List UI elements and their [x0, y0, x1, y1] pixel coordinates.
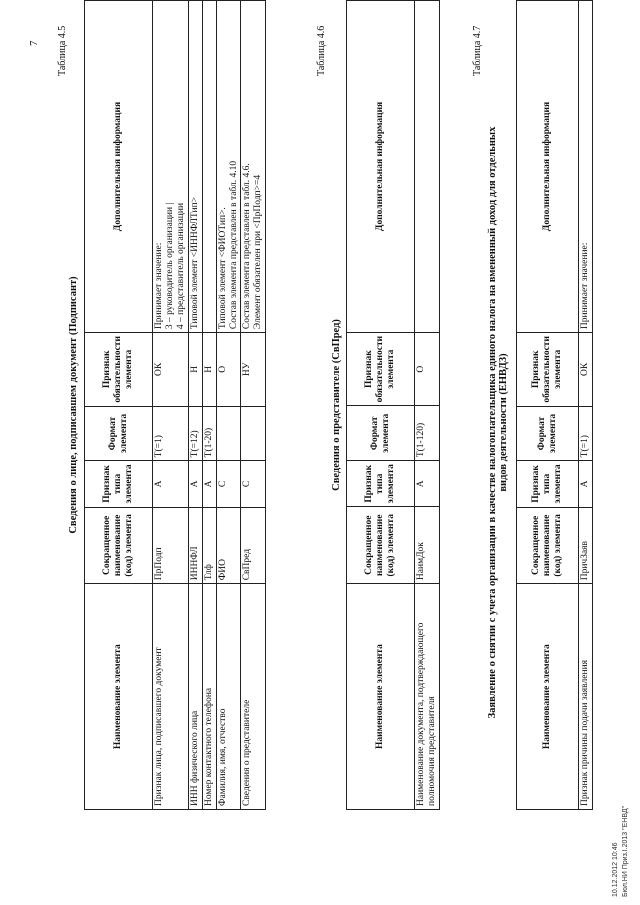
- col-additional-info: Дополнительная информация: [85, 1, 153, 333]
- table-row: [415, 1, 440, 810]
- cell-code: Тлф: [202, 507, 216, 584]
- cell-required: Н: [188, 333, 202, 407]
- cell-code: ФИО: [216, 507, 241, 584]
- table-4-6-label: Таблица 4.6: [316, 25, 327, 76]
- cell-format: Т(=1): [579, 406, 593, 461]
- cell-code: ПрПодп: [153, 507, 189, 584]
- col-element-format: Формат элемента: [85, 406, 153, 461]
- cell-type: С: [241, 461, 266, 507]
- cell-format: Т(=12): [188, 406, 202, 461]
- table-row: [153, 1, 189, 810]
- cell-code: СвПред: [241, 507, 266, 584]
- col-element-type: Признак типа элемента: [517, 461, 579, 507]
- col-additional-info: Дополнительная информация: [347, 1, 415, 333]
- cell-type: А: [579, 461, 593, 507]
- cell-name: Сведения о представителе: [241, 584, 266, 810]
- cell-required: ОК: [579, 333, 593, 407]
- cell-info: [153, 1, 189, 333]
- table-4-5-label: Таблица 4.5: [57, 25, 68, 76]
- cell-name: Наименование документа, подтверждающего полномочия представителя: [415, 584, 440, 810]
- cell-required: НУ: [241, 333, 266, 407]
- col-element-name: Наименование элемента: [517, 584, 579, 810]
- cell-required: О: [415, 332, 440, 406]
- cell-type: А: [415, 461, 440, 507]
- cell-info: [202, 1, 216, 333]
- cell-format: Т(=1): [153, 406, 189, 461]
- table-row: [202, 1, 216, 810]
- cell-name: ИНН физического лица: [188, 584, 202, 810]
- footer-line-1: 10.12.2012 10:46: [612, 842, 619, 897]
- info-line: 3 – руководитель организации |: [164, 202, 175, 330]
- info-line: Принимает значение:: [154, 242, 164, 330]
- col-element-code: Сокращенное наименование (код) элемента: [517, 507, 579, 584]
- info-line: Элемент обязателен при <ПрПодп>=4: [253, 174, 264, 330]
- col-element-format: Формат элемента: [517, 406, 579, 461]
- cell-info: [241, 1, 266, 333]
- cell-info: Принимает значение:: [579, 1, 593, 333]
- table-4-7: [516, 0, 593, 810]
- cell-code: ПричЗаяв: [579, 507, 593, 584]
- col-element-required: Признак обязательности элемента: [517, 333, 579, 407]
- table-row: [241, 1, 266, 810]
- cell-info: [415, 1, 440, 333]
- cell-info: [216, 1, 241, 333]
- page-number: 7: [28, 40, 40, 46]
- col-element-required: Признак обязательности элемента: [347, 332, 415, 406]
- col-element-type: Признак типа элемента: [347, 461, 415, 507]
- cell-name: Фамилия, имя, отчество: [216, 584, 241, 810]
- col-element-name: Наименование элемента: [85, 584, 153, 810]
- footer-line-2: Бюл.НИ Приз.I.2013 "ЕНВД": [622, 805, 629, 897]
- title-line: видов деятельности (ЕНВД3): [498, 353, 509, 492]
- table-row: [216, 1, 241, 810]
- info-line: Типовой элемент <ФИОТип>.: [217, 207, 228, 330]
- info-line: Состав элемента представлен в табл. 4.10: [228, 160, 239, 330]
- col-element-required: Признак обязательности элемента: [85, 333, 153, 407]
- col-element-code: Сокращенное наименование (код) элемента: [85, 507, 153, 584]
- table-4-6-title: Сведения о представителе (СвПред): [331, 319, 342, 491]
- info-line: 4 – представитель организации: [175, 202, 186, 330]
- info-line: Состав элемента представлен в табл. 4.6.: [242, 163, 253, 330]
- col-element-code: Сокращенное наименование (код) элемента: [347, 507, 415, 584]
- cell-info: Типовой элемент <ИННФЛТип>: [188, 1, 202, 333]
- table-4-5: [84, 0, 266, 810]
- cell-format: [241, 406, 266, 461]
- cell-type: А: [153, 461, 189, 507]
- table-4-7-title: [487, 0, 509, 845]
- cell-required: Н: [202, 333, 216, 407]
- cell-code: НаимДок: [415, 507, 440, 584]
- table-4-7-label: Таблица 4.7: [472, 25, 483, 76]
- cell-type: А: [188, 461, 202, 507]
- cell-type: С: [216, 461, 241, 507]
- col-element-format: Формат элемента: [347, 406, 415, 461]
- cell-format: Т(1-120): [415, 406, 440, 461]
- cell-required: О: [216, 333, 241, 407]
- cell-format: [216, 406, 241, 461]
- table-row: [579, 1, 593, 810]
- col-element-name: Наименование элемента: [347, 584, 415, 810]
- cell-code: ИННФЛ: [188, 507, 202, 584]
- cell-required: ОК: [153, 333, 189, 407]
- table-4-5-title: Сведения о лице, подписавшем документ (Подписант): [68, 276, 79, 534]
- cell-type: А: [202, 461, 216, 507]
- col-additional-info: Дополнительная информация: [517, 1, 579, 333]
- cell-format: Т(1-20): [202, 406, 216, 461]
- col-element-type: Признак типа элемента: [85, 461, 153, 507]
- cell-name: Номер контактного телефона: [202, 584, 216, 810]
- title-line: Заявление о снятии с учета организации в качестве налогоплательщика единого налога на вмененный доход для отдельных: [487, 126, 498, 719]
- cell-name: Признак лица, подписавшего документ: [153, 584, 189, 810]
- table-row: [188, 1, 202, 810]
- table-4-6: [346, 0, 440, 810]
- cell-name: Признак причины подачи заявления: [579, 584, 593, 810]
